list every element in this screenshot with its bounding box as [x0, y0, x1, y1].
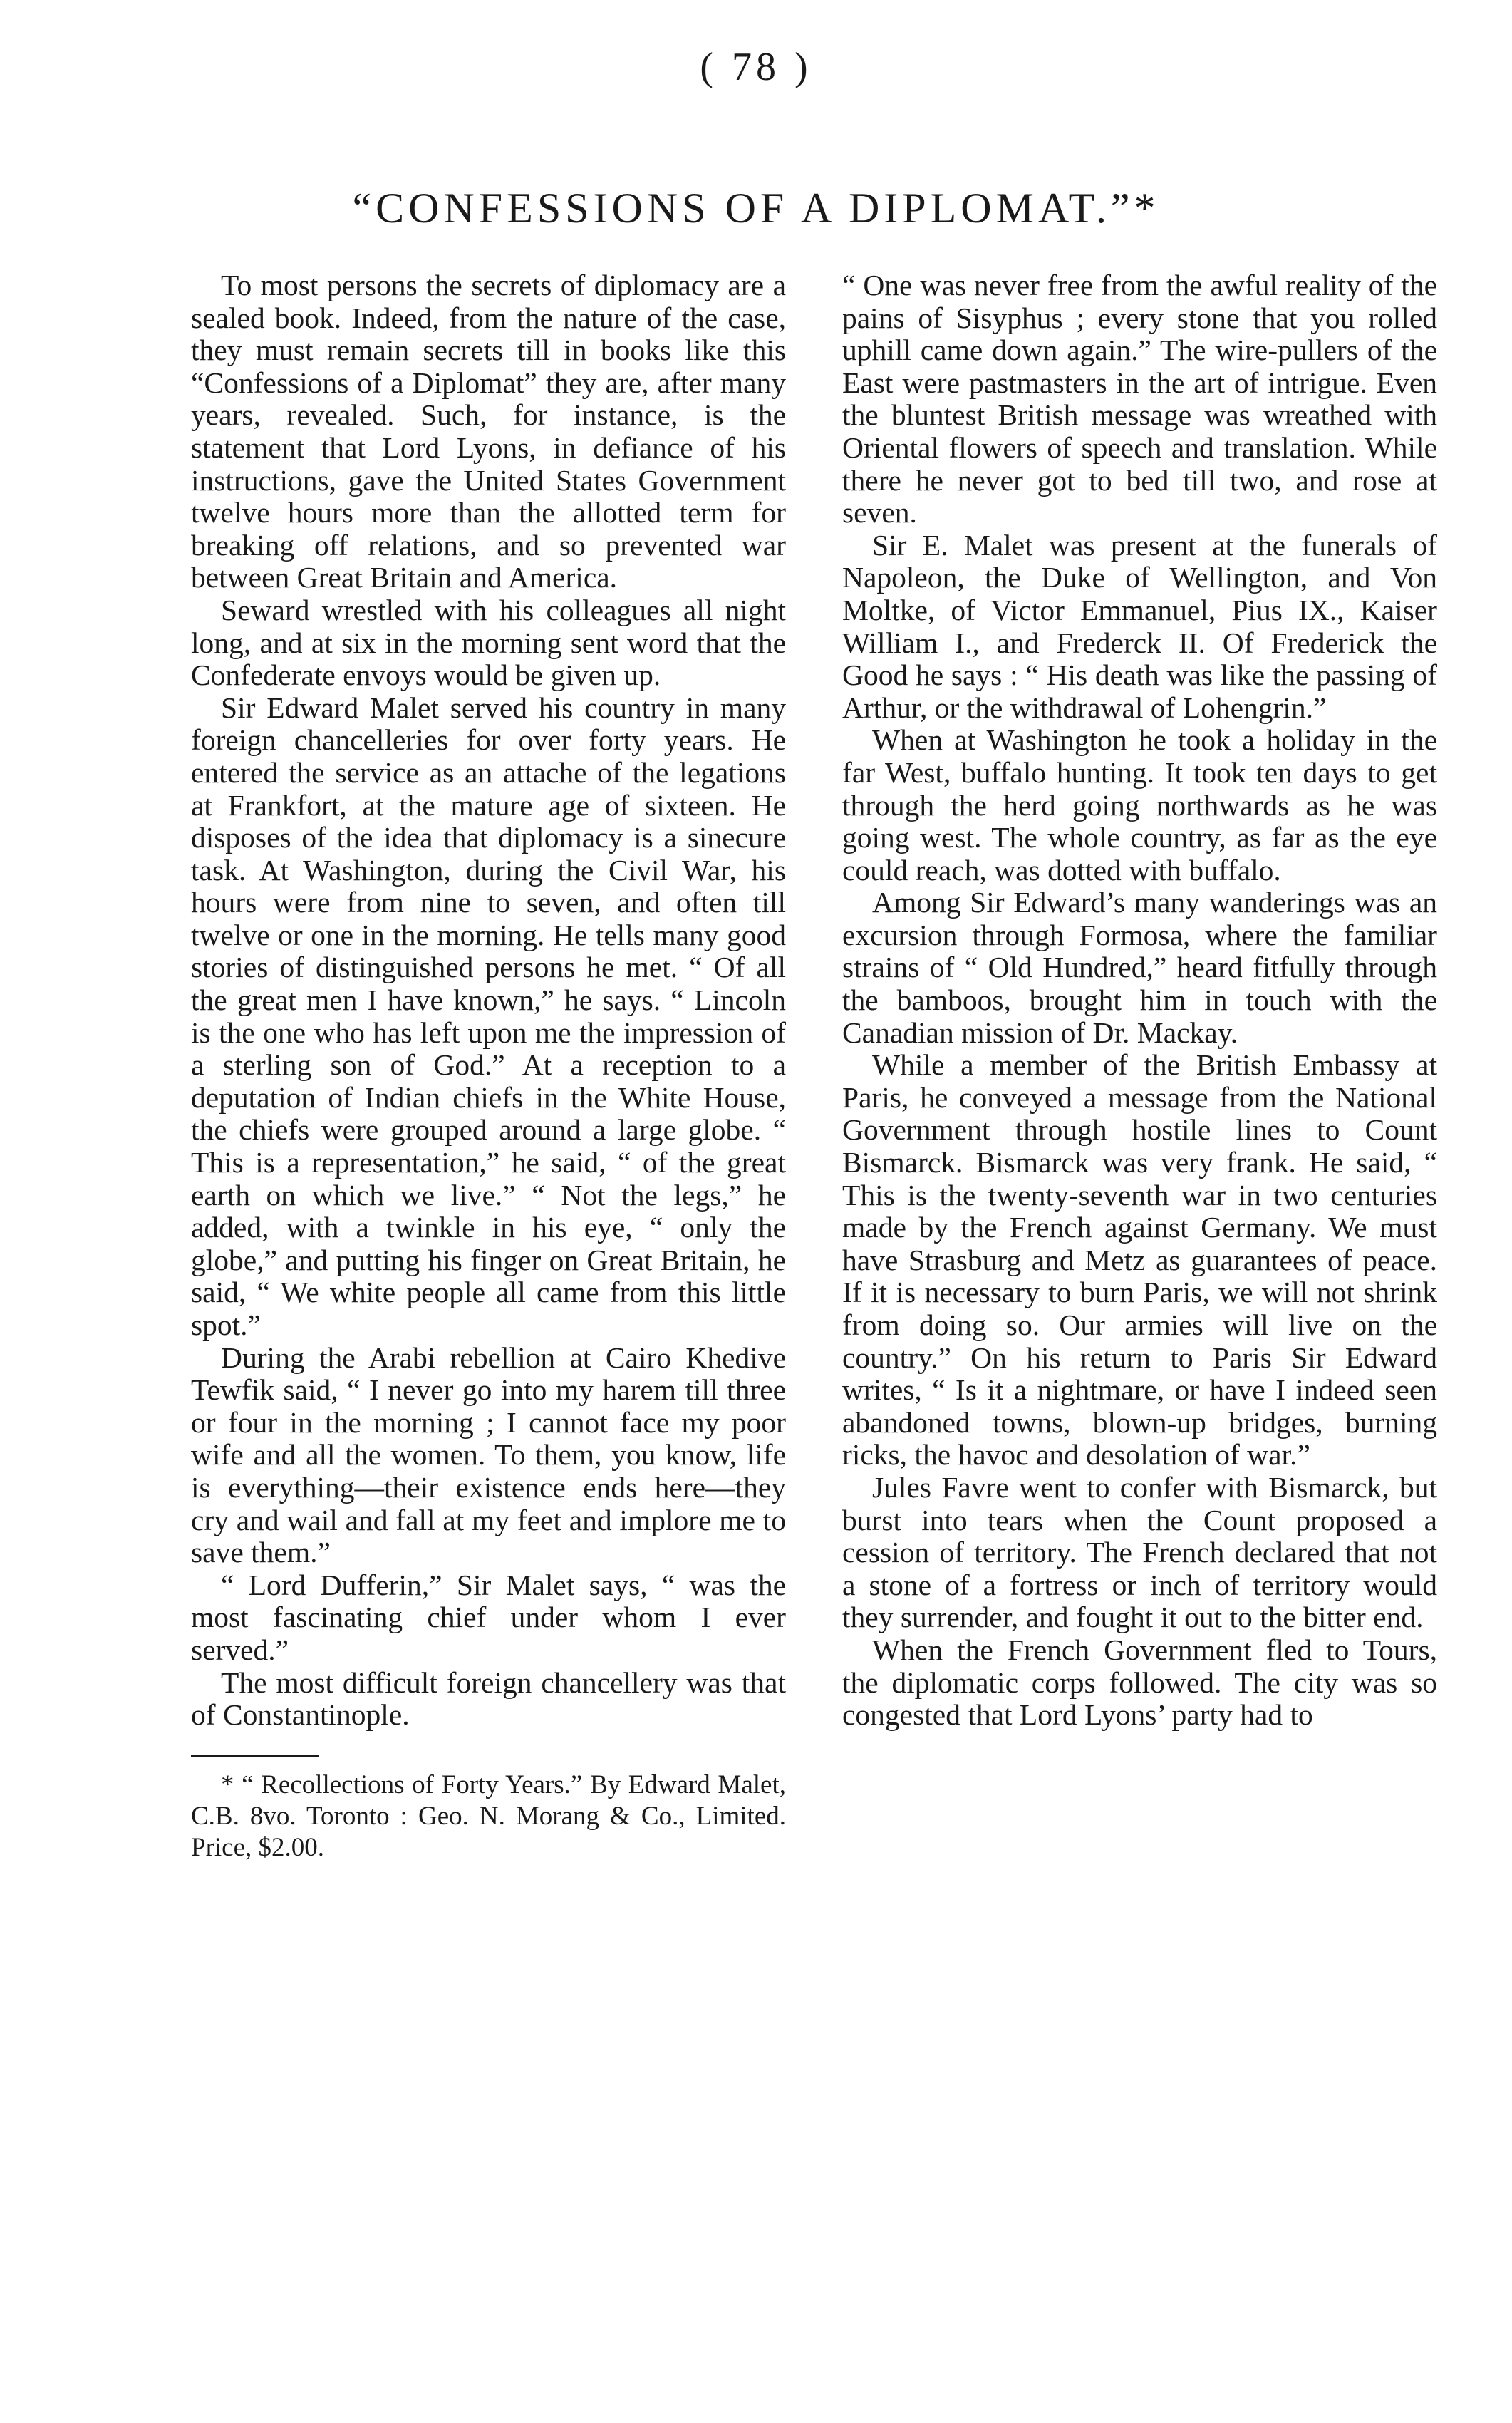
paragraph: During the Arabi rebellion at Cairo Khedive Tewfik said, “ I never go into my harem till three or four in the morning ; I cannot face my poor wife and all the women. To them, you know, life is everything—their existence ends here—they cry and wail and fall at my feet and implore me to save them.”: [191, 1340, 786, 1569]
paragraph: When the French Government fled to Tours, the diplomatic corps followed. The city was so congested that Lord Lyons’ party had to: [842, 1633, 1437, 1732]
paragraph: “ One was never free from the awful reality of the pains of Sisyphus ; every stone that you rolled uphill came down again.” The wire-pullers of the East were pastmasters in the art of intrigue. Even the bluntest British message was wreathed with Oriental flowers of speech and translation. While there he never got to bed till two, and rose at seven.: [842, 269, 1437, 529]
paragraph: Seward wrestled with his colleagues all night long, and at six in the morning sent word that the Confederate envoys would be given up.: [191, 593, 786, 692]
paragraph: Among Sir Edward’s many wanderings was an excursion through Formosa, where the familiar strains of “ Old Hundred,” heard fitfully through the bamboos, brought him in touch with the Canadian mission of Dr. Mackay.: [842, 886, 1437, 1049]
paragraph: When at Washington he took a holiday in the far West, buffalo hunting. It took ten days to get through the herd going northwards as he was going west. The whole country, as far as the eye could reach, was dotted with buffalo.: [842, 723, 1437, 887]
paragraph: Sir Edward Malet served his country in many foreign chancelleries for over forty years. He entered the service as an attache of the legations at Frankfort, at the mature age of sixteen. He disposes of the idea that diplomacy is a sinecure task. At Washington, during the Civil War, his hours were from nine to seven, and often till twelve or one in the morning. He tells many good stories of distinguished persons he met. “ Of all the great men I have known,” he says. “ Lincoln is the one who has left upon me the impression of a sterling son of God.” At a reception to a deputation of Indian chiefs in the White House, the chiefs were grouped around a large globe. “ This is a representation,” he said, “ of the great earth on which we live.” “ Not the legs,” he added, with a twinkle in his eye, “ only the globe,” and putting his finger on Great Britain, he said, “ We white people all came from this little spot.”: [191, 691, 786, 1341]
right-column: [842, 269, 1437, 1732]
paragraph: Jules Favre went to confer with Bismarck, but burst into tears when the Count proposed a cession of territory. The French declared that not a stone of a fortress or inch of territory would they surrender, and fought it out to the bitter end.: [842, 1470, 1437, 1634]
paragraph: To most persons the secrets of diplomacy are a sealed book. Indeed, from the nature of the case, they must remain secrets till in books like this “Confessions of a Diplomat” they are, after many years, revealed. Such, for instance, is the statement that Lord Lyons, in defiance of his instructions, gave the United States Government twelve hours more than the allotted term for breaking off relations, and so prevented war between Great Britain and America.: [191, 269, 786, 594]
article-title: “CONFESSIONS OF A DIPLOMAT.”*: [352, 185, 1160, 232]
footnote: * “ Recollections of Forty Years.” By Edward Malet, C.B. 8vo. Toronto : Geo. N. Morang & Co., Limited. Price, $2.00.: [191, 1770, 786, 1862]
footnote-divider: [191, 1755, 319, 1757]
page-number: ( 78 ): [700, 45, 812, 89]
paragraph: “ Lord Dufferin,” Sir Malet says, “ was the most fascinating chief under whom I ever served.”: [191, 1568, 786, 1666]
left-column: [191, 269, 786, 1864]
paragraph: While a member of the British Embassy at Paris, he conveyed a message from the National Government through hostile lines to Count Bismarck. Bismarck was very frank. He said, “ This is the twenty-seventh war in two centuries made by the French against Germany. We must have Strasburg and Metz as guarantees of peace. If it is necessary to burn Paris, we will not shrink from doing so. Our armies will live on the country.” On his return to Paris Sir Edward writes, “ Is it a nightmare, or have I indeed seen abandoned towns, blown-up bridges, burning ricks, the havoc and desolation of war.”: [842, 1048, 1437, 1472]
paragraph: Sir E. Malet was present at the funerals of Napoleon, the Duke of Wellington, and Von Moltke, of Victor Emmanuel, Pius IX., Kaiser William I., and Frederck II. Of Frederick the Good he says : “ His death was like the passing of Arthur, or the withdrawal of Lohengrin.”: [842, 528, 1437, 724]
paragraph: The most difficult foreign chancellery was that of Constantinople.: [191, 1665, 786, 1732]
